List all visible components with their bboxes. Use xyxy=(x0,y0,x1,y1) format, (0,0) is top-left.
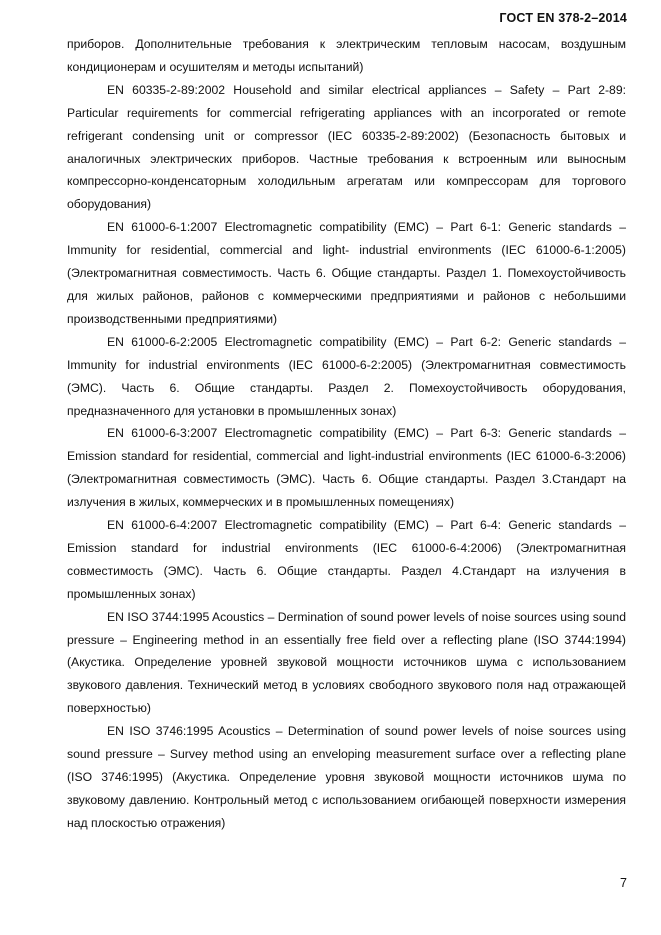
paragraph-en-61000-6-4: EN 61000-6-4:2007 Electromagnetic compatibility (EMC) – Part 6-4: Generic standards – Emission standard for industrial environments (IEC 61000-6-4:2006) (Электромагнитная совместимость (ЭМС). Часть 6. Общие стандарты. Раздел 4.Стандарт на излучения в промышленных зонах) xyxy=(67,518,626,601)
paragraph-en-60335-2-89: EN 60335-2-89:2002 Household and similar electrical appliances – Safety – Part 2-89: Particular requirements for commercial refrigerating appliances with an incorporated or remote refrigerant condensing unit or compressor (IEC 60335-2-89:2002) (Безопасность бытовых и аналогичных электрических приборов. Частные требования к встроенным или выносным компрессорно-конденсаторным холодильным агрегатам или компрессорам для торгового оборудования) xyxy=(67,82,626,212)
paragraph-en-iso-3746: EN ISO 3746:1995 Acoustics – Determination of sound power levels of noise sources using sound pressure – Survey method using an enveloping measurement surface over a reflecting plane (ISO 3746:1995) (Акустика. Определение уровня звуковой мощности источников шума по звуковому давлению. Контрольный метод с использованием огибающей поверхности измерения над плоскостью отражения) xyxy=(67,724,626,830)
document-body xyxy=(67,33,626,835)
page-number: 7 xyxy=(620,876,627,890)
paragraph-en-61000-6-2: EN 61000-6-2:2005 Electromagnetic compatibility (EMC) – Part 6-2: Generic standards – Immunity for industrial environments (IEC 61000-6-2:2005) (Электромагнитная совместимость (ЭМС). Часть 6. Общие стандарты. Раздел 2. Помехоустойчивость оборудования, предназначенного для установки в промышленных зонах) xyxy=(67,334,626,418)
paragraph-en-61000-6-1: EN 61000-6-1:2007 Electromagnetic compatibility (EMC) – Part 6-1: Generic standards – Immunity for residential, commercial and light- industrial environments (IEC 61000-6-1:2005) (Электромагнитная совместимость. Часть 6. Общие стандарты. Раздел 1. Помехоустойчивость для жилых районов, районов с коммерческими предприятиями и районов с небольшими производственными предприятиями) xyxy=(67,220,626,326)
document-header: ГОСТ EN 378-2–2014 xyxy=(499,11,627,25)
paragraph-continuation: приборов. Дополнительные требования к электрическим тепловым насосам, воздушным кондиционерам и осушителям и методы испытаний) xyxy=(67,37,626,74)
paragraph-en-61000-6-3: EN 61000-6-3:2007 Electromagnetic compatibility (EMC) – Part 6-3: Generic standards – Emission standard for residential, commercial and light-industrial environments (IEC 61000-6-3:2006) (Электромагнитная совместимость (ЭМС). Часть 6. Общие стандарты. Раздел 3.Стандарт на излучения в жилых, коммерческих и в промышленных помещениях) xyxy=(67,426,626,510)
paragraph-en-iso-3744: EN ISO 3744:1995 Acoustics – Dermination of sound power levels of noise sources using sound pressure – Engineering method in an essentially free field over a reflecting plane (ISO 3744:1994) (Акустика. Определение уровней звуковой мощности источников шума с использованием звукового давления. Технический метод в условиях свободного звукового поля над отражающей поверхностью) xyxy=(67,609,626,716)
